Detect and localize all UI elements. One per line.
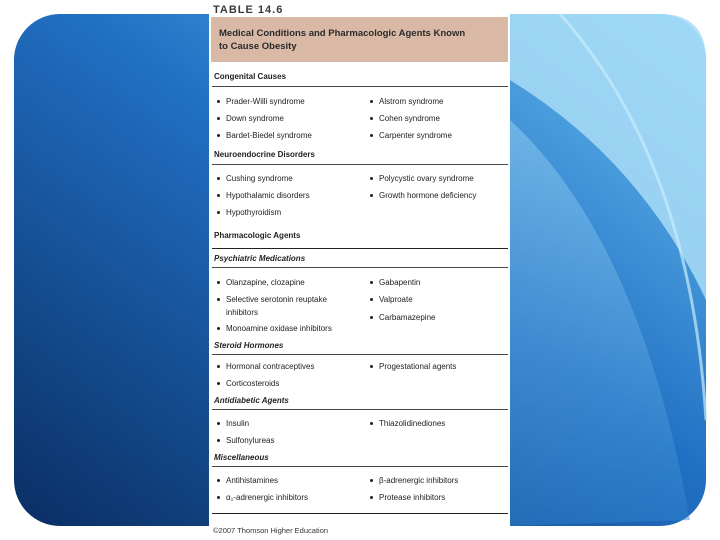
list-item: Olanzapine, clozapine (226, 278, 305, 287)
divider (212, 164, 508, 165)
bullet-icon (217, 496, 220, 499)
list-item: Cushing syndrome (226, 174, 293, 183)
list-item: Thiazolidinediones (379, 419, 446, 428)
bullet-icon (217, 100, 220, 103)
title-box (211, 17, 508, 62)
copyright-footer: ©2007 Thomson Higher Education (213, 526, 329, 535)
bullet-icon (370, 298, 373, 301)
list-item: Polycystic ovary syndrome (379, 174, 474, 183)
bullet-icon (217, 194, 220, 197)
bullet-icon (370, 134, 373, 137)
list-item: Carbamazepine (379, 313, 436, 322)
divider (212, 354, 508, 355)
list-item: Carpenter syndrome (379, 131, 452, 140)
bullet-icon (217, 281, 220, 284)
list-item: Monoamine oxidase inhibitors (226, 324, 332, 333)
divider (212, 86, 508, 87)
bullet-icon (217, 211, 220, 214)
bullet-icon (217, 177, 220, 180)
bullet-icon (217, 422, 220, 425)
list-item: Growth hormone deficiency (379, 191, 477, 200)
section-neuroendocrine: Neuroendocrine Disorders (214, 150, 315, 159)
section-congenital: Congenital Causes (214, 72, 287, 81)
bullet-icon (370, 316, 373, 319)
list-item: Corticosteroids (226, 379, 280, 388)
list-item: Down syndrome (226, 114, 284, 123)
bullet-icon (370, 365, 373, 368)
subsection-miscellaneous: Miscellaneous (214, 453, 269, 462)
section-pharmacologic: Pharmacologic Agents (214, 231, 301, 240)
bullet-icon (370, 496, 373, 499)
table-title (219, 27, 499, 53)
list-item-continuation: inhibitors (226, 308, 259, 317)
list-item: Bardet-Biedel syndrome (226, 131, 312, 140)
bullet-icon (370, 281, 373, 284)
list-item: β-adrenergic inhibitors (379, 476, 459, 485)
bullet-icon (370, 100, 373, 103)
table-title-line-2: to Cause Obesity (219, 41, 297, 52)
bullet-icon (217, 382, 220, 385)
divider (212, 466, 508, 467)
bullet-icon (217, 117, 220, 120)
list-item: Insulin (226, 419, 250, 428)
divider (212, 409, 508, 410)
list-item: Hypothyroidism (226, 208, 282, 217)
table-card (209, 0, 510, 540)
list-item: Hormonal contraceptives (226, 362, 315, 371)
list-item: Sulfonylureas (226, 436, 275, 445)
bullet-icon (217, 365, 220, 368)
divider (212, 267, 508, 268)
bullet-icon (370, 177, 373, 180)
bullet-icon (217, 134, 220, 137)
bullet-icon (217, 298, 220, 301)
bullet-icon (370, 422, 373, 425)
bullet-icon (217, 439, 220, 442)
subsection-psychiatric: Psychiatric Medications (214, 254, 306, 263)
list-item: α₁-adrenergic inhibitors (226, 493, 309, 502)
bullet-icon (370, 479, 373, 482)
table-label: TABLE 14.6 (213, 4, 284, 16)
list-item: Alstrom syndrome (379, 97, 444, 106)
bullet-icon (370, 194, 373, 197)
divider (212, 513, 508, 514)
list-item: Prader-Willi syndrome (226, 97, 305, 106)
bullet-icon (217, 479, 220, 482)
table-title-line-1: Medical Conditions and Pharmacologic Agents Known (219, 28, 466, 39)
list-item: Gabapentin (379, 278, 421, 287)
bullet-icon (217, 327, 220, 330)
list-item: Selective serotonin reuptake (226, 295, 327, 304)
bullet-icon (370, 117, 373, 120)
list-item: Progestational agents (379, 362, 457, 371)
list-item: Protease inhibitors (379, 493, 446, 502)
list-item: Cohen syndrome (379, 114, 440, 123)
list-item: Antihistamines (226, 476, 279, 485)
list-item: Hypothalamic disorders (226, 191, 310, 200)
subsection-steroid: Steroid Hormones (214, 341, 284, 350)
subsection-antidiabetic: Antidiabetic Agents (214, 396, 289, 405)
divider (212, 248, 508, 249)
list-item: Valproate (379, 295, 413, 304)
